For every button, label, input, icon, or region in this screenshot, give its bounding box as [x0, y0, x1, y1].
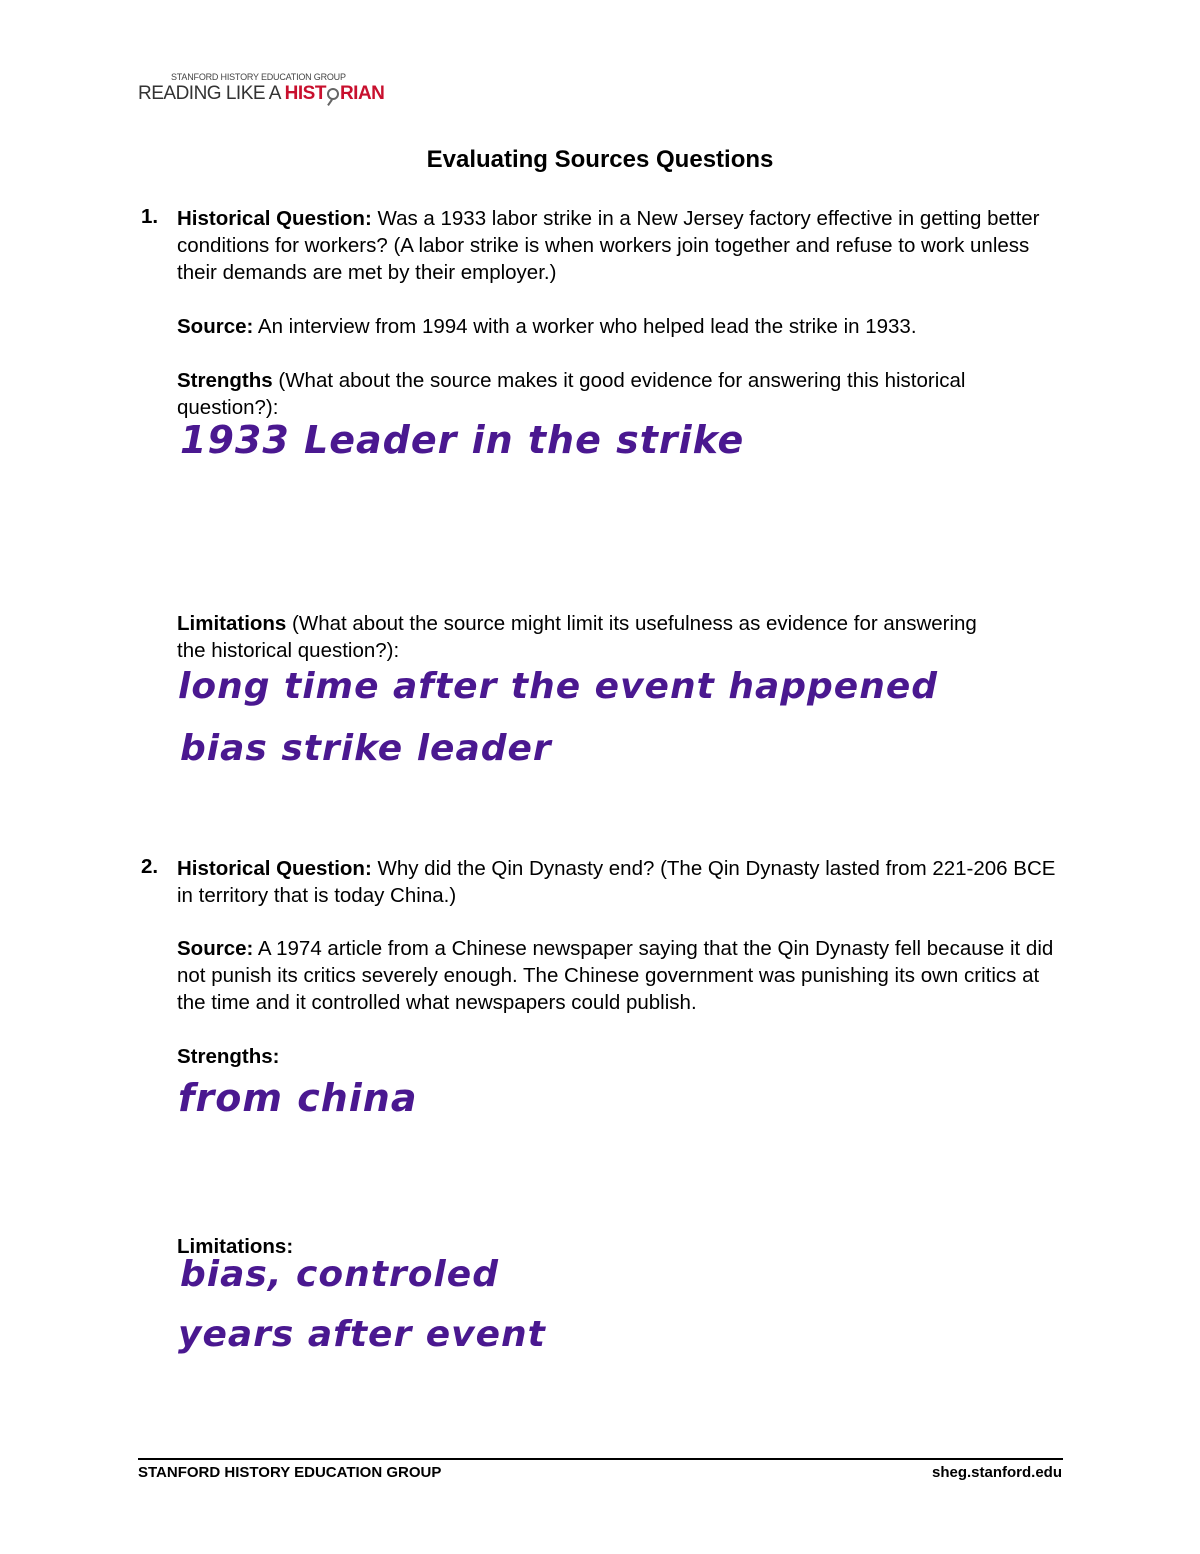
question-2-strengths-prompt	[177, 1043, 1067, 1070]
question-1-strengths-prompt	[177, 367, 1007, 421]
logo	[138, 72, 384, 105]
logo-prefix: READING LIKE A	[138, 83, 285, 104]
question-1-limitations-answer-line-2: bias strike leader	[180, 728, 552, 769]
hq-label: Historical Question:	[177, 857, 372, 880]
question-1-number: 1.	[141, 205, 159, 228]
logo-rian: RIAN	[339, 83, 385, 104]
footer-website: sheg.stanford.edu	[931, 1464, 1062, 1481]
limitations-text: (What about the source might limit its usefulness as evidence for answering the historical question?):	[177, 612, 977, 662]
question-2-strengths-answer: from china	[178, 1076, 418, 1120]
question-2-historical-question	[177, 855, 1067, 909]
strengths-label: Strengths	[177, 369, 273, 392]
question-1-historical-question	[177, 205, 1067, 286]
magnifier-icon	[327, 88, 339, 100]
footer-organization: STANFORD HISTORY EDUCATION GROUP	[138, 1464, 442, 1481]
logo-hist: HIST	[284, 83, 326, 104]
source-text: A 1974 article from a Chinese newspaper saying that the Qin Dynasty fell because it did not punish its critics severely enough. The Chinese government was punishing its own critics at the time and it controlled what newspapers could publish.	[177, 937, 1054, 1014]
hq-label: Historical Question:	[177, 207, 372, 230]
source-label: Source:	[177, 937, 254, 960]
question-1-strengths-answer: 1933 Leader in the strike	[180, 418, 745, 462]
source-label: Source:	[177, 315, 254, 338]
question-2-source	[177, 935, 1067, 1016]
page-title: Evaluating Sources Questions	[426, 146, 774, 173]
hq-text: Was a 1933 labor strike in a New Jersey factory effective in getting better conditions for workers? (A labor strike is when workers join together and refuse to work unless their demands are met by their employer.)	[177, 207, 1040, 284]
question-2-limitations-answer-line-1: bias, controled	[180, 1254, 499, 1295]
strengths-label: Strengths:	[177, 1045, 280, 1068]
strengths-text: (What about the source makes it good evidence for answering this historical question?):	[177, 369, 966, 419]
source-text: An interview from 1994 with a worker who helped lead the strike in 1933.	[253, 315, 917, 338]
footer-divider	[138, 1458, 1063, 1460]
limitations-label: Limitations	[177, 612, 287, 635]
question-2-limitations-answer-line-2: years after event	[178, 1314, 546, 1355]
question-1-source	[177, 313, 1067, 340]
question-2-number: 2.	[141, 855, 159, 878]
limitations-label: Limitations:	[177, 1235, 294, 1258]
hq-text: Why did the Qin Dynasty end? (The Qin Dynasty lasted from 221-206 BCE in territory that is today China.)	[177, 857, 1056, 907]
question-1-limitations-answer-line-1: long time after the event happened	[178, 666, 939, 707]
logo-subtitle: STANFORD HISTORY EDUCATION GROUP	[171, 72, 346, 82]
question-1-limitations-prompt	[177, 610, 1007, 664]
logo-wordmark	[138, 83, 384, 105]
